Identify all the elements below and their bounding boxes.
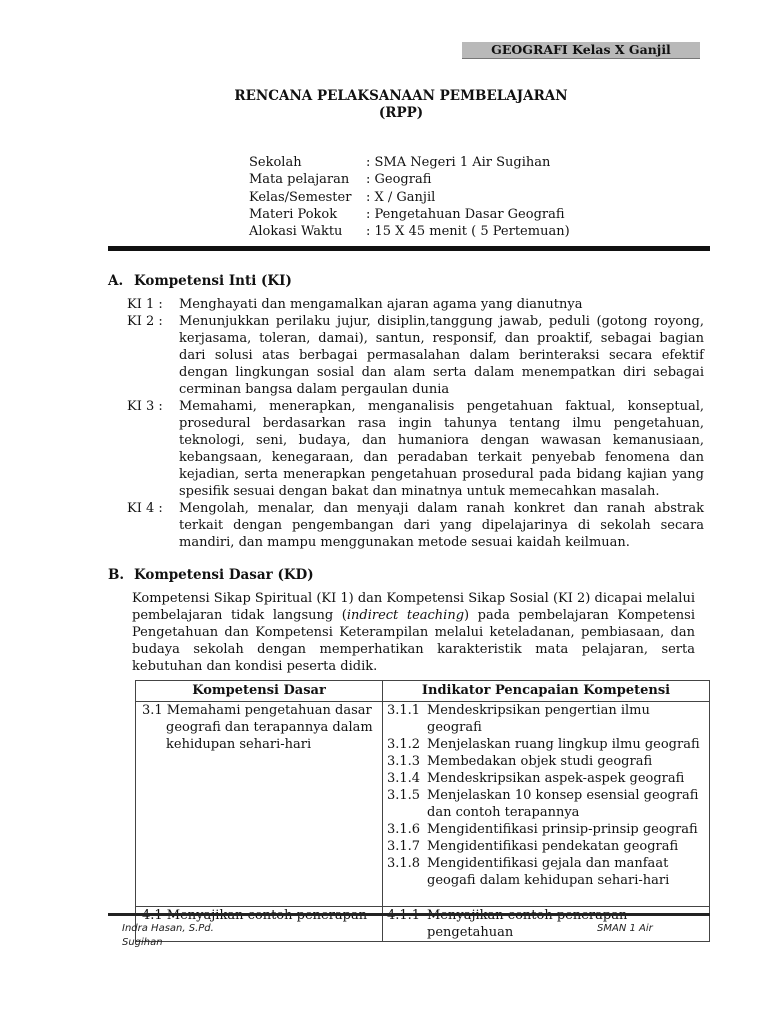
indicator-text: Mendeskripsikan aspek-aspek geografi [427,771,685,786]
ki-label: KI 3 : [127,399,163,414]
indicator-item [387,838,705,855]
indicator-text: Mengidentifikasi prinsip-prinsip geografi [427,822,698,837]
kd-intro-text: Kompetensi Sikap Spiritual (KI 1) dan Kompetensi Sikap Sosial (KI 2) dicapai melalui pembelajaran tidak langsung ( [132,591,695,623]
kd-column-header: Kompetensi Dasar [136,681,383,702]
indicator-text: Mengidentifikasi gejala dan manfaat geogafi dalam kehidupan sehari-hari [427,856,670,888]
kd-cell [136,702,383,907]
section-title: Kompetensi Dasar (KD) [134,567,314,583]
identity-value: : SMA Negeri 1 Air Sugihan [366,155,551,170]
indicator-code: 3.1.8 [387,856,421,871]
indicator-code: 3.1.4 [387,771,421,786]
identity-value: : Pengetahuan Dasar Geografi [366,206,565,222]
ki-item [127,398,704,500]
section-title: Kompetensi Inti (KI) [134,273,292,289]
identity-row-subject [249,171,709,188]
footer-school: SMAN 1 Air [597,923,653,934]
table-row [136,702,710,907]
indicator-text: pengetahuan [427,925,514,940]
section-letter: B. [108,567,125,583]
indicator-code: 3.1.5 [387,788,421,803]
kd-intro-italic: indirect teaching [346,608,465,623]
document-title-line1: RENCANA PELAKSANAAN PEMBELAJARAN [234,88,568,104]
indicator-text: Menjelaskan ruang lingkup ilmu geografi [427,737,700,752]
indicator-item [387,770,705,787]
indicator-code: 3.1.3 [387,754,421,769]
indicator-code: 3.1.1 [387,703,421,718]
indicator-cell [383,907,710,942]
indicator-text: Mengidentifikasi pendekatan geografi [427,839,679,854]
indicator-item [387,855,705,889]
identity-value: : X / Ganjil [366,189,436,205]
indicator-item [387,736,705,753]
indicator-text: Menjelaskan 10 konsep esensial geografi dan contoh terapannya [427,788,699,820]
identity-label: Mata pelajaran [249,172,350,188]
identity-row-time [249,223,709,240]
ki-label: KI 1 : [127,297,163,312]
identity-row-topic [249,206,709,223]
header-divider [108,246,710,251]
section-b-heading [108,567,314,584]
indicator-item [387,787,705,821]
footer-author [122,922,232,950]
indicator-item [387,753,705,770]
indicator-text: Membedakan objek studi geografi [427,754,653,769]
subject-badge: GEOGRAFI Kelas X Ganjil [462,42,700,59]
kd-intro-paragraph [132,590,695,675]
ki-list [127,296,704,551]
document-title [0,88,768,122]
indicator-code: 3.1.7 [387,839,421,854]
indicator-cell [383,702,710,907]
indicator-item [387,702,705,736]
indicator-column-header: Indikator Pencapaian Kompetensi [383,681,710,702]
document-title-line2: (RPP) [378,105,424,121]
identity-row-class [249,189,709,206]
ki-item [127,296,704,313]
footer-author-place: Sugihan [122,937,163,948]
footer-author-name: Indra Hasan, S.Pd. [122,923,214,934]
identity-row-school [249,154,709,171]
indicator-code: 3.1.2 [387,737,421,752]
identity-label: Alokasi Waktu [249,224,343,240]
indicator-item [387,821,705,838]
identity-value: : Geografi [366,172,432,188]
indicator-code: 3.1.6 [387,822,421,837]
identity-label: Kelas/Semester [249,189,352,205]
kd-table-header-row [136,681,710,702]
identity-label: Materi Pokok [249,206,338,222]
ki-text: Menunjukkan perilaku jujur, disiplin,tanggung jawab, peduli (gotong royong, kerjasama, toleran, damai), santun, responsif, dan proaktif, sebagai bagian dari solusi atas berbagai permasalahan dalam berinteraksi secara efektif dengan lingkungan sosial dan alam serta dalam menempatkan diri sebagai cerminan bangsa dalam pergaulan dunia [179,314,704,397]
ki-text: Mengolah, menalar, dan menyaji dalam ranah konkret dan ranah abstrak terkait dengan pengembangan dari yang dipelajarinya di sekolah secara mandiri, dan mampu menggunakan metode sesuai kaidah keilmuan. [179,501,704,550]
kd-intro-text-end: ) pada pembelajaran Kompetensi Pengetahuan dan Kompetensi Keterampilan melalui keteladanan, pembiasaan, dan budaya sekolah dengan memperhatikan karakteristik mata pelajaran, serta kebutuhan dan kondisi peserta didik. [132,608,695,674]
identity-block [249,154,709,240]
ki-item [127,313,704,398]
identity-label: Sekolah [249,155,302,170]
ki-label: KI 4 : [127,501,163,516]
section-letter: A. [108,273,124,289]
indicator-text: Mendeskripsikan pengertian ilmu geografi [427,703,650,735]
ki-text: Memahami, menerapkan, menganalisis pengetahuan faktual, konseptual, prosedural berdasarkan rasa ingin tahunya tentang ilmu pengetahuan, teknologi, seni, budaya, dan humaniora dengan wawasan kemanusiaan, kebangsaan, kenegaraan, dan peradaban terkait penyebab fenomena dan kejadian, serta menerapkan pengetahuan prosedural pada bidang kajian yang spesifik sesuai dengan bakat dan minatnya untuk memecahkan masalah. [179,399,704,499]
ki-item [127,500,704,551]
footer-divider [108,913,710,916]
section-a-heading [108,273,292,290]
ki-text: Menghayati dan mengamalkan ajaran agama yang dianutnya [179,297,583,312]
kd-table [135,680,710,942]
kd-text: 3.1 Memahami pengetahuan dasar geografi dan terapannya dalam kehidupan sehari-hari [142,703,373,752]
identity-value: : 15 X 45 menit ( 5 Pertemuan) [366,224,570,240]
ki-label: KI 2 : [127,314,163,329]
